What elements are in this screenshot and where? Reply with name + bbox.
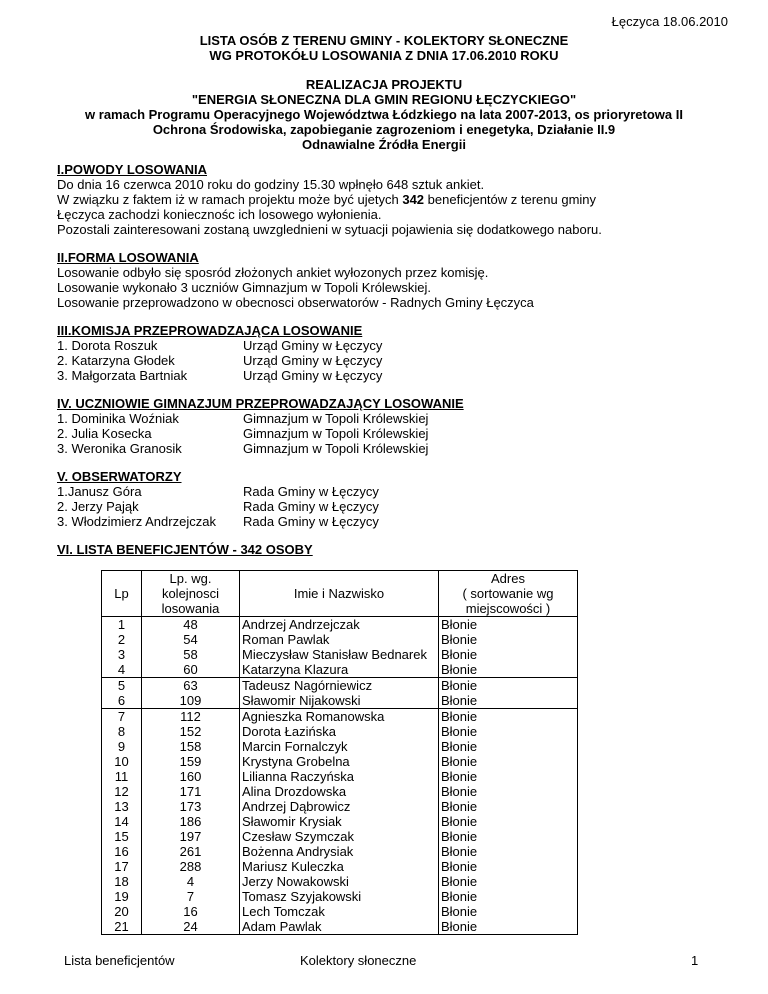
row-lp: 12 xyxy=(102,784,142,799)
table-row xyxy=(102,647,578,662)
row-address: Błonie xyxy=(439,814,578,829)
header-address xyxy=(439,571,578,617)
observer-1: 1.Janusz Góra xyxy=(57,484,142,499)
row-address: Błonie xyxy=(439,889,578,904)
list-title-line-1: LISTA OSÓB Z TERENU GMINY - KOLEKTORY SŁONECZNE xyxy=(199,33,569,48)
footer-center: Kolektory słoneczne xyxy=(300,953,417,968)
table-header-row xyxy=(102,571,578,617)
header-address-line-2: ( sortowanie wg xyxy=(462,586,554,601)
row-address: Błonie xyxy=(439,769,578,784)
student-school-3: Gimnazjum w Topoli Królewskiej xyxy=(243,441,429,456)
row-lp: 7 xyxy=(102,709,142,725)
row-name: Lilianna Raczyńska xyxy=(240,769,439,784)
row-name: Dorota Łazińska xyxy=(240,724,439,739)
row-draw-order: 159 xyxy=(142,754,240,769)
row-lp: 19 xyxy=(102,889,142,904)
row-lp: 9 xyxy=(102,739,142,754)
row-name: Bożenna Andrysiak xyxy=(240,844,439,859)
row-address: Błonie xyxy=(439,647,578,662)
row-name: Sławomir Krysiak xyxy=(240,814,439,829)
committee-org-3: Urząd Gminy w Łęczycy xyxy=(243,368,383,383)
section-2-line-2: Losowanie wykonało 3 uczniów Gimnazjum w Topoli Królewskiej. xyxy=(57,280,432,295)
row-draw-order: 197 xyxy=(142,829,240,844)
student-1: 1. Dominika Woźniak xyxy=(57,411,179,426)
row-address: Błonie xyxy=(439,919,578,935)
student-3: 3. Weronika Granosik xyxy=(57,441,182,456)
row-name: Lech Tomczak xyxy=(240,904,439,919)
committee-org-1: Urząd Gminy w Łęczycy xyxy=(243,338,383,353)
row-name: Krystyna Grobelna xyxy=(240,754,439,769)
row-draw-order: 24 xyxy=(142,919,240,935)
row-lp: 21 xyxy=(102,919,142,935)
table-row xyxy=(102,617,578,633)
row-address: Błonie xyxy=(439,829,578,844)
table-row xyxy=(102,844,578,859)
document-date: Łęczyca 18.06.2010 xyxy=(611,14,728,29)
section-1-line-3: Łęczyca zachodzi koniecznośc ich losowego wyłonienia. xyxy=(57,207,382,222)
table-row xyxy=(102,724,578,739)
row-name: Tomasz Szyjakowski xyxy=(240,889,439,904)
row-draw-order: 60 xyxy=(142,662,240,678)
section-4-title: IV. UCZNIOWIE GIMNAZJUM PRZEPROWADZAJĄCY LOSOWANIE xyxy=(57,396,464,411)
section-1-line-2c: beneficjentów z terenu gminy xyxy=(424,192,597,207)
section-2-line-3: Losowanie przeprowadzono w obecnosci obserwatorów - Radnych Gminy Łęczyca xyxy=(57,295,534,310)
table-row xyxy=(102,754,578,769)
table-row xyxy=(102,799,578,814)
row-draw-order: 58 xyxy=(142,647,240,662)
row-name: Mieczysław Stanisław Bednarek xyxy=(240,647,439,662)
student-2: 2. Julia Kosecka xyxy=(57,426,152,441)
header-draw-order-line-2: kolejnosci xyxy=(161,586,220,601)
table-row xyxy=(102,739,578,754)
observer-2: 2. Jerzy Pająk xyxy=(57,499,139,514)
row-draw-order: 158 xyxy=(142,739,240,754)
row-name: Adam Pawlak xyxy=(240,919,439,935)
row-address: Błonie xyxy=(439,662,578,678)
table-row xyxy=(102,829,578,844)
section-1-line-1: Do dnia 16 czerwca 2010 roku do godziny 15.30 wpłnęło 648 sztuk ankiet. xyxy=(57,177,485,192)
header-draw-order-line-1: Lp. wg. xyxy=(169,571,212,586)
beneficiary-count: 342 xyxy=(402,192,425,207)
row-name: Roman Pawlak xyxy=(240,632,439,647)
table-row xyxy=(102,859,578,874)
row-lp: 4 xyxy=(102,662,142,678)
row-address: Błonie xyxy=(439,859,578,874)
page-number: 1 xyxy=(691,953,699,968)
row-name: Katarzyna Klazura xyxy=(240,662,439,678)
row-name: Czesław Szymczak xyxy=(240,829,439,844)
section-1-line-2 xyxy=(57,192,596,207)
section-3-title: III.KOMISJA PRZEPROWADZAJĄCA LOSOWANIE xyxy=(57,323,363,338)
row-draw-order: 160 xyxy=(142,769,240,784)
table-row xyxy=(102,889,578,904)
row-lp: 11 xyxy=(102,769,142,784)
row-lp: 17 xyxy=(102,859,142,874)
section-5-title: V. OBSERWATORZY xyxy=(57,469,182,484)
header-address-line-1: Adres xyxy=(491,571,525,586)
committee-member-3: 3. Małgorzata Bartniak xyxy=(57,368,188,383)
row-draw-order: 261 xyxy=(142,844,240,859)
row-draw-order: 7 xyxy=(142,889,240,904)
table-row xyxy=(102,874,578,889)
row-lp: 13 xyxy=(102,799,142,814)
row-name: Sławomir Nijakowski xyxy=(240,693,439,709)
row-draw-order: 152 xyxy=(142,724,240,739)
row-address: Błonie xyxy=(439,739,578,754)
table-row xyxy=(102,662,578,678)
row-address: Błonie xyxy=(439,844,578,859)
row-name: Marcin Fornalczyk xyxy=(240,739,439,754)
committee-org-2: Urząd Gminy w Łęczycy xyxy=(243,353,383,368)
section-2-line-1: Losowanie odbyło się sposród złożonych ankiet wyłozonych przez komisję. xyxy=(57,265,489,280)
row-lp: 10 xyxy=(102,754,142,769)
row-draw-order: 112 xyxy=(142,709,240,725)
row-lp: 1 xyxy=(102,617,142,633)
row-address: Błonie xyxy=(439,724,578,739)
header-lp: Lp xyxy=(102,571,142,617)
row-name: Jerzy Nowakowski xyxy=(240,874,439,889)
project-heading: REALIZACJA PROJEKTU xyxy=(305,77,463,92)
row-draw-order: 54 xyxy=(142,632,240,647)
row-draw-order: 171 xyxy=(142,784,240,799)
row-lp: 6 xyxy=(102,693,142,709)
project-name: "ENERGIA SŁONECZNA DLA GMIN REGIONU ŁĘCZYCKIEGO" xyxy=(191,92,577,107)
row-draw-order: 109 xyxy=(142,693,240,709)
observer-org-1: Rada Gminy w Łęczycy xyxy=(243,484,379,499)
row-lp: 15 xyxy=(102,829,142,844)
observer-org-3: Rada Gminy w Łęczycy xyxy=(243,514,379,529)
row-lp: 16 xyxy=(102,844,142,859)
section-1-title: I.POWODY LOSOWANIA xyxy=(57,162,207,177)
table-row xyxy=(102,709,578,725)
row-address: Błonie xyxy=(439,784,578,799)
committee-member-1: 1. Dorota Roszuk xyxy=(57,338,158,353)
header-draw-order-line-3: losowania xyxy=(161,601,220,616)
row-address: Błonie xyxy=(439,617,578,633)
section-1-line-2a: W związku z faktem iż w ramach projektu może być ujetych xyxy=(57,192,403,207)
row-name: Agnieszka Romanowska xyxy=(240,709,439,725)
header-draw-order xyxy=(142,571,240,617)
table-row xyxy=(102,814,578,829)
row-lp: 3 xyxy=(102,647,142,662)
row-name: Andrzej Andrzejczak xyxy=(240,617,439,633)
observer-3: 3. Włodzimierz Andrzejczak xyxy=(57,514,216,529)
row-lp: 20 xyxy=(102,904,142,919)
row-draw-order: 63 xyxy=(142,678,240,694)
row-draw-order: 186 xyxy=(142,814,240,829)
row-lp: 5 xyxy=(102,678,142,694)
table-row xyxy=(102,632,578,647)
program-line-3: Odnawialne Źródła Energii xyxy=(302,137,466,152)
row-name: Alina Drozdowska xyxy=(240,784,439,799)
observer-org-2: Rada Gminy w Łęczycy xyxy=(243,499,379,514)
row-address: Błonie xyxy=(439,874,578,889)
row-draw-order: 173 xyxy=(142,799,240,814)
row-address: Błonie xyxy=(439,799,578,814)
table-row xyxy=(102,769,578,784)
beneficiaries-table xyxy=(101,570,578,935)
table-row xyxy=(102,919,578,935)
section-6-title: VI. LISTA BENEFICJENTÓW - 342 OSOBY xyxy=(57,542,313,557)
table-row xyxy=(102,784,578,799)
row-draw-order: 4 xyxy=(142,874,240,889)
row-name: Tadeusz Nagórniewicz xyxy=(240,678,439,694)
row-address: Błonie xyxy=(439,754,578,769)
section-1-line-4: Pozostali zainteresowani zostaną uwzglednieni w sytuacji pojawienia się dodatkowego naboru. xyxy=(57,222,602,237)
student-school-2: Gimnazjum w Topoli Królewskiej xyxy=(243,426,429,441)
row-draw-order: 288 xyxy=(142,859,240,874)
program-line-1: w ramach Programu Operacyjnego Województwa Łódzkiego na lata 2007-2013, os prioryretowa II xyxy=(85,107,683,122)
row-address: Błonie xyxy=(439,678,578,694)
program-line-2: Ochrona Środowiska, zapobieganie zagrozeniom i enegetyka, Działanie II.9 xyxy=(152,122,616,137)
row-address: Błonie xyxy=(439,904,578,919)
table-row xyxy=(102,678,578,694)
table-row xyxy=(102,904,578,919)
row-address: Błonie xyxy=(439,693,578,709)
row-lp: 8 xyxy=(102,724,142,739)
row-address: Błonie xyxy=(439,709,578,725)
row-lp: 18 xyxy=(102,874,142,889)
student-school-1: Gimnazjum w Topoli Królewskiej xyxy=(243,411,429,426)
header-name: Imie i Nazwisko xyxy=(240,571,439,617)
row-draw-order: 16 xyxy=(142,904,240,919)
row-name: Mariusz Kuleczka xyxy=(240,859,439,874)
section-2-title: II.FORMA LOSOWANIA xyxy=(57,250,199,265)
committee-member-2: 2. Katarzyna Głodek xyxy=(57,353,175,368)
row-address: Błonie xyxy=(439,632,578,647)
row-name: Andrzej Dąbrowicz xyxy=(240,799,439,814)
header-address-line-3: miejscowości ) xyxy=(465,601,551,616)
footer-left: Lista beneficjentów xyxy=(64,953,175,968)
table-row xyxy=(102,693,578,709)
row-draw-order: 48 xyxy=(142,617,240,633)
row-lp: 14 xyxy=(102,814,142,829)
list-title-line-2: WG PROTOKÓŁU LOSOWANIA Z DNIA 17.06.2010 ROKU xyxy=(209,48,559,63)
row-lp: 2 xyxy=(102,632,142,647)
